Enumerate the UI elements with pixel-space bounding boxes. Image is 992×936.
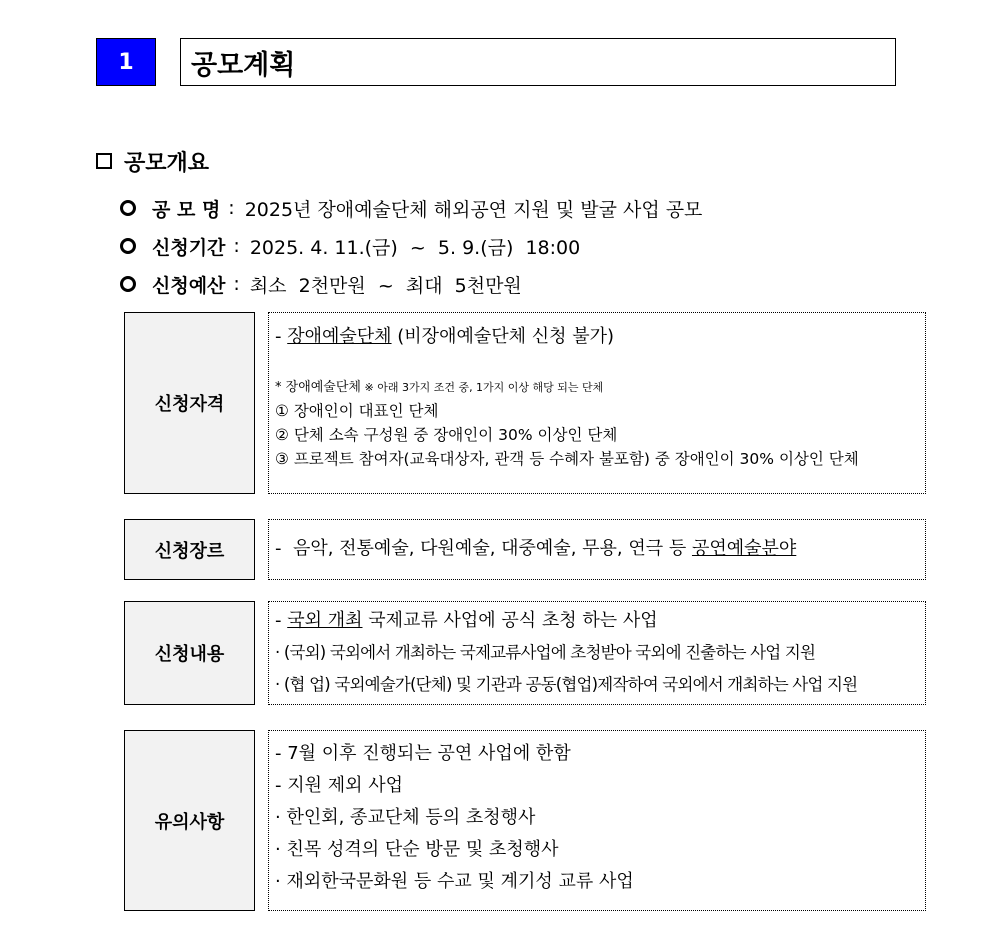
info-label: 신청예산 (152, 274, 226, 297)
info-value: 최소 2천만원 ~ 최대 5천만원 (249, 274, 522, 297)
underlined-term: 장애예술단체 (287, 326, 392, 347)
qualification-line: - 장애예술단체 (비장애예술단체 신청 불가) (275, 326, 615, 347)
category-notes: 유의사항 (124, 730, 255, 911)
info-row-budget: 신청예산 : 최소 2천만원 ~ 최대 5천만원 (120, 269, 522, 299)
list-item: - 7월 이후 진행되는 공연 사업에 한함 (275, 743, 571, 764)
list-item: ③ 프로젝트 참여자(교육대상자, 관객 등 수혜자 불포함) 중 장애인이 30% 이상인 단체 (275, 450, 859, 468)
info-row-period: 신청기간 : 2025. 4. 11.(금) ~ 5. 9.(금) 18:00 (120, 231, 580, 261)
category-content: 신청내용 (124, 601, 255, 705)
list-item: · 한인회, 종교단체 등의 초청행사 (275, 807, 536, 828)
underlined-term: 공연예술분야 (691, 538, 797, 559)
info-value: 2025년 장애예술단체 해외공연 지원 및 발굴 사업 공모 (244, 198, 703, 221)
content-qualification (268, 312, 926, 494)
section-number: 1 (96, 38, 156, 86)
list-item: ② 단체 소속 구성원 중 장애인이 30% 이상인 단체 (275, 426, 618, 444)
list-item: · 재외한국문화원 등 수교 및 계기성 교류 사업 (275, 871, 634, 892)
underlined-term: 국외 개최 (287, 610, 363, 631)
content-content (268, 601, 926, 705)
list-item: · (협 업) 국외예술가(단체) 및 기관과 공동(협업)제작하여 국외에서 개최하는 사업 지원 (275, 675, 858, 694)
circle-bullet-icon (120, 238, 136, 254)
info-row-name: 공 모 명 : 2025년 장애예술단체 해외공연 지원 및 발굴 사업 공모 (120, 193, 702, 223)
section-heading (96, 146, 209, 176)
info-value: 2025. 4. 11.(금) ~ 5. 9.(금) 18:00 (249, 236, 581, 259)
circle-bullet-icon (120, 276, 136, 292)
square-bullet-icon (96, 153, 112, 169)
circle-bullet-icon (120, 200, 136, 216)
content-line: - 국외 개최 국제교류 사업에 공식 초청 하는 사업 (275, 610, 658, 631)
category-genre: 신청장르 (124, 519, 255, 580)
info-label: 신청기간 (152, 236, 226, 259)
genre-line: - 음악, 전통예술, 다원예술, 대중예술, 무용, 연극 등 공연예술분야 (275, 533, 919, 565)
list-item: - 지원 제외 사업 (275, 775, 403, 796)
list-item: · 친목 성격의 단순 방문 및 초청행사 (275, 839, 559, 860)
list-item: ① 장애인이 대표인 단체 (275, 402, 439, 420)
qualification-note: * 장애예술단체 ※ 아래 3가지 조건 중, 1가지 이상 해당 되는 단체 (275, 380, 604, 395)
section-heading-text: 공모개요 (124, 150, 210, 176)
page-title: 공모계획 (180, 38, 896, 86)
list-item: · (국외) 국외에서 개최하는 국제교류사업에 초청받아 국외에 진출하는 사업 지원 (275, 643, 816, 662)
info-label: 공 모 명 (152, 198, 221, 221)
category-qualification: 신청자격 (124, 312, 255, 494)
content-genre (268, 519, 926, 580)
content-notes (268, 730, 926, 911)
